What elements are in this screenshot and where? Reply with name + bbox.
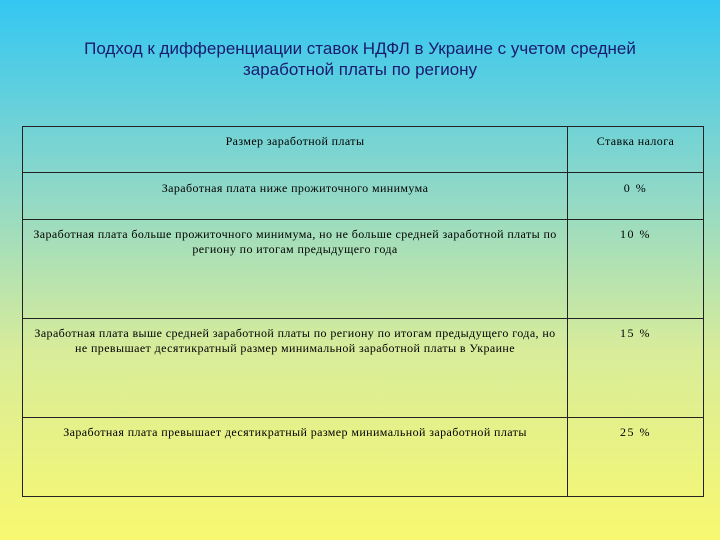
row-rate: 10 %	[568, 220, 704, 319]
table-row	[23, 220, 704, 319]
row-rate: 25 %	[568, 418, 704, 497]
row-description: Заработная плата ниже прожиточного минимума	[23, 173, 568, 220]
row-rate: 15 %	[568, 319, 704, 418]
table-row	[23, 319, 704, 418]
table-header-row	[23, 127, 704, 173]
tax-rates-table	[22, 126, 704, 497]
row-description: Заработная плата выше средней заработной платы по региону по итогам предыдущего года, но не превышает десятикратный размер минимальной заработной платы в Украине	[23, 319, 568, 418]
title-line-2: заработной платы по региону	[242, 60, 478, 79]
table-row	[23, 173, 704, 220]
header-salary-size: Размер заработной платы	[23, 127, 568, 173]
slide-title	[40, 38, 680, 80]
row-description: Заработная плата превышает десятикратный размер минимальной заработной платы	[23, 418, 568, 497]
row-description: Заработная плата больше прожиточного минимума, но не больше средней заработной платы по региону по итогам предыдущего года	[23, 220, 568, 319]
header-tax-rate: Ставка налога	[568, 127, 704, 173]
title-line-1: Подход к дифференциации ставок НДФЛ в Украине с учетом средней	[84, 39, 636, 58]
table-row	[23, 418, 704, 497]
row-rate: 0 %	[568, 173, 704, 220]
